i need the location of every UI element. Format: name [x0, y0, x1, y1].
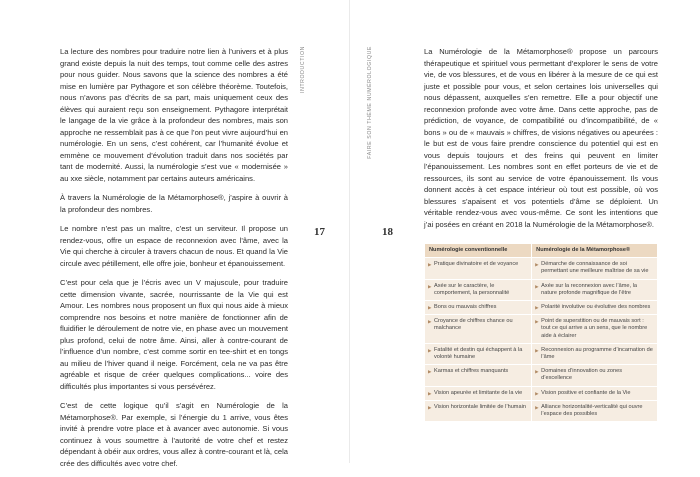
table-row [425, 365, 658, 386]
left-page-number: 17 [314, 226, 325, 238]
table-cell: ▶ Démarche de connaissance de soi permettant une meilleure maîtrise de sa vie [532, 258, 658, 279]
left-paragraph-2: À travers la Numérologie de la Métamorphose®, j’aspire à ouvrir à la profondeur des nombres. [60, 193, 288, 214]
left-page [0, 0, 350, 468]
table-cell: ▶ Vision horizontale limitée de l’humain [425, 400, 532, 421]
left-running-head: INTRODUCTION [300, 46, 306, 93]
table-header-metamorphose: Numérologie de la Métamorphose® [532, 244, 658, 258]
arrow-right-icon: ▶ [535, 319, 539, 325]
left-paragraph-3: Le nombre n’est pas un maître, c’est un serviteur. Il propose un rendez-vous, offre un espace de reconnexion avec l’âme, avec la Vie qui cherche à circuler à travers chacun de nous. Et quand la Vie circule avec pétillement, elle offre joie, bonheur et épanouissement. [60, 224, 288, 268]
left-paragraph-5: C’est de cette logique qu’il s’agit en Numérologie de la Métamorphose®. Par exemple, si l’énergie du 1 arrive, vous êtes invité à prendre votre place et à avancer avec autonomie. Si vous continuez à vous soumettre à l’autorité de votre chef et restez dépendant à obéir aux ordres, vous allez à contre-courant et là, cela crée des difficultés avec votre chef. [60, 401, 288, 468]
table-cell: ▶ Polarité involutive ou évolutive des nombres [532, 301, 658, 315]
table-cell: ▶ Axée sur la reconnexion avec l’âme, la nature profonde magnifique de l’être [532, 279, 658, 300]
table-row [425, 258, 658, 279]
left-paragraph-4: C’est pour cela que je l’écris avec un V majuscule, pour traduire cette dimension vivante, sacrée, nourrissante de la Vie qui est Amour. Les nombres nous proposent un flux qui nous aide à mieux comprendre nos besoins et notre manière de fonctionner afin de fluidifier le déroulement de notre vie, en phase avec un mouvement plus profond, celui de notre âme. Ainsi, aller à contre-courant de l’influence d’un nombre, c’est comme sortir en tee-shirt et en tongs au milieu de l’hiver quand il neige. Forcément, cela ne va pas être agréable et risque de créer quelques complications... voire des difficultés plus importantes si vous persévérez. [60, 278, 288, 391]
right-page-number: 18 [382, 226, 393, 238]
table-cell: ▶ Point de superstition ou de mauvais sort : tout ce qui arrive a un sens, que le nombre aide à éclairer [532, 315, 658, 344]
right-running-head: FAIRE SON THÈME NUMÉROLOGIQUE [367, 46, 373, 159]
arrow-right-icon: ▶ [428, 283, 432, 289]
left-body-text [60, 46, 288, 477]
table-row [425, 386, 658, 400]
table-cell: ▶ Axée sur le caractère, le comportement, la personnalité [425, 279, 532, 300]
table-cell: ▶ Domaines d’innovation ou zones d’excellence [532, 365, 658, 386]
comparison-table [424, 243, 658, 422]
table-cell: ▶ Bons ou mauvais chiffres [425, 301, 532, 315]
arrow-right-icon: ▶ [428, 369, 432, 375]
table-row [425, 315, 658, 344]
table-cell: ▶ Pratique divinatoire et de voyance [425, 258, 532, 279]
table-row [425, 279, 658, 300]
arrow-right-icon: ▶ [428, 347, 432, 353]
table-cell: ▶ Vision positive et confiante de la Vie [532, 386, 658, 400]
arrow-right-icon: ▶ [535, 404, 539, 410]
arrow-right-icon: ▶ [428, 390, 432, 396]
arrow-right-icon: ▶ [428, 404, 432, 410]
table-row [425, 343, 658, 364]
table-header-row [425, 244, 658, 258]
arrow-right-icon: ▶ [535, 347, 539, 353]
table-cell: ▶ Reconnexion au programme d’incarnation de l’âme [532, 343, 658, 364]
table-header-conventional: Numérologie conventionnelle [425, 244, 532, 258]
arrow-right-icon: ▶ [428, 305, 432, 311]
table-row [425, 301, 658, 315]
right-paragraph-1: La Numérologie de la Métamorphose® propose un parcours thérapeutique et spirituel vous permettant d’explorer le sens de votre vie, de vos blessures, et de vous en libérer à la mesure de ce qui est juste et possible pour vous, et selon certaines lois universelles qui nous dépassent, auxquelles s’en remettre. Elle a pour objectif une reconnexion profonde avec votre âme. Dans cette approche, pas de prédiction, de voyance, de compatibilité ou d’incompatibilité, de « bons » ou de « mauvais » chiffres, de visions négatives ou apeurées : le but est de vous faire prendre conscience du potentiel qui est en vous depuis toujours et des freins qui peuvent en limiter l’épanouissement. Les nombres sont en effet porteurs de vie et de ressources, ils sont au service de votre épanouissement. Ils vous donnent accès à cet espace intérieur où tout est possible, où vos blessures s’apaisent et vos potentiels d’âme se déploient. Un véritable rendez-vous avec vous-même. Ce sont les intentions que j’ai posées en créant en 2018 la Numérologie de la Métamorphose®. [424, 47, 658, 229]
table-cell: ▶ Karmas et chiffres manquants [425, 365, 532, 386]
arrow-right-icon: ▶ [428, 319, 432, 325]
table-cell: ▶ Alliance horizontalité-verticalité qui ouvre l’espace des possibles [532, 400, 658, 421]
arrow-right-icon: ▶ [535, 283, 539, 289]
table-cell: ▶ Vision apeurée et limitante de la vie [425, 386, 532, 400]
table-cell: ▶ Fatalité et destin qui échappent à la volonté humaine [425, 343, 532, 364]
arrow-right-icon: ▶ [535, 262, 539, 268]
arrow-right-icon: ▶ [535, 390, 539, 396]
right-body-text [424, 46, 658, 238]
left-paragraph-1: La lecture des nombres pour traduire notre lien à l’univers et à plus grand existe depuis la nuit des temps, tout comme celle des astres pour nous guider. Nous savons que la science des nombres a été mise en lumière par Pythagore et son célèbre théorème. Toutefois, nous n’avons pas d’écrits de sa part, mais uniquement ceux des élèves qui auraient reçu son enseignement. Pythagore interprétait le langage de la vie grâce à la profondeur des nombres, mais son approche ne ressemblait pas à ce que l’on peut vivre aujourd’hui en numérologie. En un sens, c’est cohérent, car l’humanité évolue et emmène ce mouvement d’évolution traduit dans nos sociétés par tant de modernité. Aussi, la numérologie s’est vue « modernisée » au xxe siècle, notamment par certains auteurs américains. [60, 47, 288, 183]
arrow-right-icon: ▶ [428, 262, 432, 268]
table-cell: ▶ Croyance de chiffres chance ou malchance [425, 315, 532, 344]
table-row [425, 400, 658, 421]
arrow-right-icon: ▶ [535, 305, 539, 311]
arrow-right-icon: ▶ [535, 369, 539, 375]
